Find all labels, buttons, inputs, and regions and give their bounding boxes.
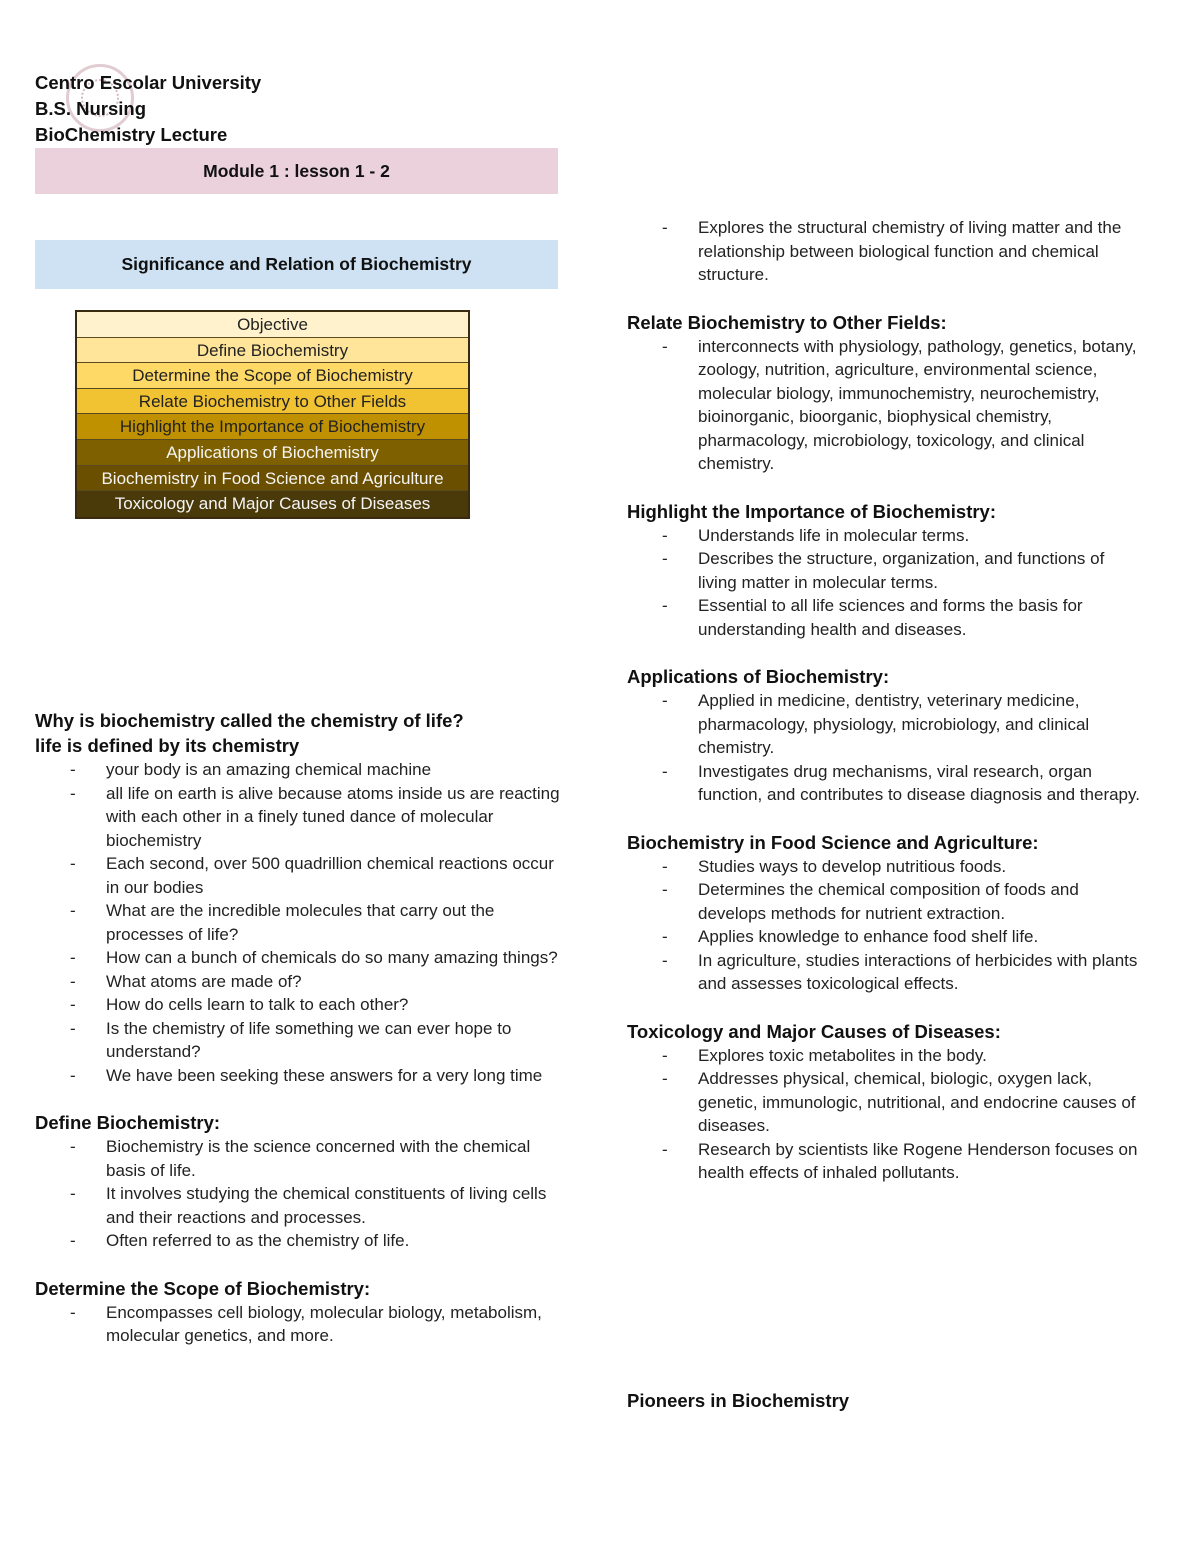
section-heading: Why is biochemistry called the chemistry of life?	[35, 710, 464, 731]
section-toxicology	[627, 1019, 1147, 1185]
section-relate-fields	[627, 310, 1147, 476]
list-item: - Explores the structural chemistry of living matter and the relationship between biological function and chemical structure.	[627, 216, 1147, 287]
objective-row: Toxicology and Major Causes of Diseases	[77, 491, 468, 517]
module-banner: Module 1 : lesson 1 - 2	[35, 148, 558, 194]
section-heading: Highlight the Importance of Biochemistry:	[627, 500, 996, 522]
objective-row: Biochemistry in Food Science and Agriculture	[77, 466, 468, 492]
section-heading: Define Biochemistry:	[35, 1112, 221, 1133]
bullet-list	[35, 1135, 560, 1253]
bullet-list	[627, 689, 1147, 807]
list-item: - Each second, over 500 quadrillion chemical reactions occur in our bodies	[35, 852, 560, 899]
section-heading: Biochemistry in Food Science and Agriculture:	[627, 831, 1039, 853]
bullet-list	[35, 758, 560, 1087]
list-item: - Is the chemistry of life something we can ever hope to understand?	[35, 1017, 560, 1064]
bullet-list	[627, 335, 1147, 476]
list-item: - Describes the structure, organization, and functions of living matter in molecular terms.	[627, 547, 1147, 594]
list-item: - We have been seeking these answers for a very long time	[35, 1064, 560, 1088]
list-item: - your body is an amazing chemical machine	[35, 758, 560, 782]
list-item: - It involves studying the chemical constituents of living cells and their reactions and processes.	[35, 1182, 560, 1229]
document-header	[35, 70, 261, 148]
objectives-header-row: Objective	[77, 312, 468, 338]
list-item: - Often referred to as the chemistry of life.	[35, 1229, 560, 1253]
objective-row: Applications of Biochemistry	[77, 440, 468, 466]
section-define-biochemistry	[35, 1110, 560, 1253]
list-item: - Biochemistry is the science concerned with the chemical basis of life.	[35, 1135, 560, 1182]
left-column	[35, 708, 560, 1371]
program-name: B.S. Nursing	[35, 98, 147, 119]
list-item: - Addresses physical, chemical, biologic, oxygen lack, genetic, immunologic, nutritional, and endocrine causes of diseases.	[627, 1067, 1147, 1138]
bullet-list	[627, 216, 1147, 287]
section-applications	[627, 664, 1147, 807]
bullet-list	[627, 855, 1147, 996]
objective-row: Highlight the Importance of Biochemistry	[77, 414, 468, 440]
list-item: - Applied in medicine, dentistry, veterinary medicine, pharmacology, physiology, microbiology, and clinical chemistry.	[627, 689, 1147, 760]
list-item: - How do cells learn to talk to each other?	[35, 993, 560, 1017]
section-heading: Determine the Scope of Biochemistry:	[35, 1277, 371, 1299]
section-importance	[627, 499, 1147, 642]
right-column	[627, 216, 1147, 1208]
section-food-agriculture	[627, 830, 1147, 996]
list-item: - Understands life in molecular terms.	[627, 524, 1147, 548]
section-scope-continued	[627, 216, 1147, 287]
list-item: - Studies ways to develop nutritious foods.	[627, 855, 1147, 879]
objective-row: Relate Biochemistry to Other Fields	[77, 389, 468, 415]
section-heading: Relate Biochemistry to Other Fields:	[627, 311, 947, 333]
section-subheading: life is defined by its chemistry	[35, 735, 300, 756]
list-item: - What are the incredible molecules that carry out the processes of life?	[35, 899, 560, 946]
objectives-table	[75, 310, 470, 519]
list-item: - interconnects with physiology, pathology, genetics, botany, zoology, nutrition, agriculture, environmental science, molecular biology, immunochemistry, neurochemistry, bioinorganic, bioorganic, biophysical chemistry, pharmacology, microbiology, toxicology, and clinical chemistry.	[627, 335, 1147, 476]
list-item: - How can a bunch of chemicals do so many amazing things?	[35, 946, 560, 970]
bullet-list	[627, 1044, 1147, 1185]
objective-row: Define Biochemistry	[77, 338, 468, 364]
university-name: Centro Escolar University	[35, 72, 262, 93]
list-item: - Encompasses cell biology, molecular biology, metabolism, molecular genetics, and more.	[35, 1301, 560, 1348]
list-item: - Investigates drug mechanisms, viral research, organ function, and contributes to disease diagnosis and therapy.	[627, 760, 1147, 807]
section-heading: Applications of Biochemistry:	[627, 666, 890, 687]
objective-row: Determine the Scope of Biochemistry	[77, 363, 468, 389]
list-item: - Research by scientists like Rogene Henderson focuses on health effects of inhaled pollutants.	[627, 1138, 1147, 1185]
list-item: - What atoms are made of?	[35, 970, 560, 994]
list-item: - Applies knowledge to enhance food shelf life.	[627, 925, 1147, 949]
list-item: - In agriculture, studies interactions of herbicides with plants and assesses toxicological effects.	[627, 949, 1147, 996]
list-item: - all life on earth is alive because atoms inside us are reacting with each other in a finely tuned dance of molecular biochemistry	[35, 782, 560, 853]
list-item: - Explores toxic metabolites in the body.	[627, 1044, 1147, 1068]
pioneers-heading: Pioneers in Biochemistry	[627, 1390, 850, 1411]
bullet-list	[35, 1301, 560, 1348]
section-why-chemistry-of-life	[35, 708, 560, 1087]
section-heading: Toxicology and Major Causes of Diseases:	[627, 1020, 1001, 1042]
topic-banner: Significance and Relation of Biochemistry	[35, 240, 558, 289]
course-name: BioChemistry Lecture	[35, 124, 228, 145]
list-item: - Determines the chemical composition of foods and develops methods for nutrient extraction.	[627, 878, 1147, 925]
list-item: - Essential to all life sciences and forms the basis for understanding health and diseases.	[627, 594, 1147, 641]
bullet-list	[627, 524, 1147, 642]
section-scope-biochemistry	[35, 1276, 560, 1348]
